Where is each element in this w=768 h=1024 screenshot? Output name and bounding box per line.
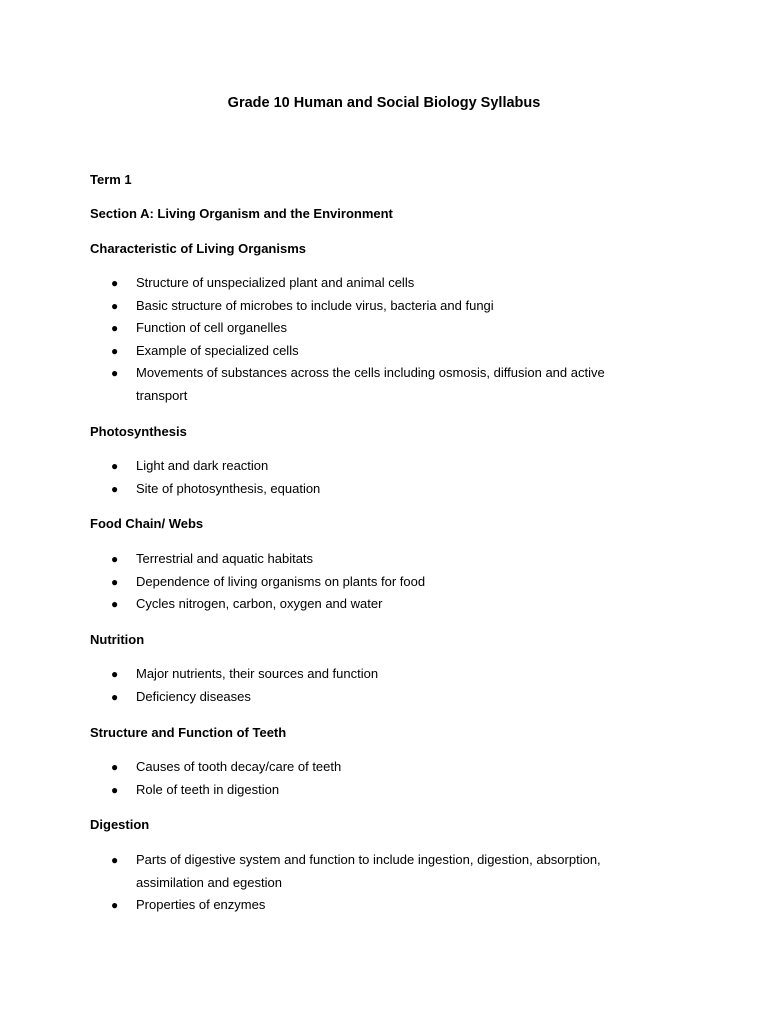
bullet-icon: ● [111, 298, 119, 313]
list-item-text: Example of specialized cells [136, 342, 299, 358]
bullet-icon: ● [111, 667, 119, 681]
list-item-text: Light and dark reaction [136, 458, 269, 473]
list-item [0, 295, 636, 318]
topic-heading-characteristics: Characteristic of Living Organisms [90, 241, 307, 256]
bullet-icon: ● [111, 552, 119, 566]
topic-heading-nutrition: Nutrition [90, 632, 145, 647]
bullet-list-photosynthesis [0, 455, 636, 500]
list-item-text: Properties of enzymes [136, 897, 266, 912]
bullet-icon: ● [111, 459, 119, 473]
term-heading: Term 1 [90, 172, 132, 187]
list-item [0, 317, 636, 340]
bullet-icon: ● [111, 574, 119, 589]
bullet-icon: ● [111, 366, 119, 380]
topic-heading-digestion: Digestion [90, 817, 150, 832]
document-title: Grade 10 Human and Social Biology Syllabus [227, 95, 541, 111]
bullet-icon: ● [111, 760, 119, 774]
bullet-icon: ● [111, 343, 119, 358]
list-item [0, 779, 636, 802]
topic-heading-food-chain: Food Chain/ Webs [90, 516, 204, 531]
list-item-text: Site of photosynthesis, equation [136, 480, 321, 496]
list-item-text: Parts of digestive system and function to include ingestion, digestion, absorption, assimilation and egestion [136, 852, 601, 890]
list-item [0, 272, 636, 295]
bullet-list-digestion [0, 849, 636, 917]
bullet-icon: ● [111, 782, 119, 797]
list-item [0, 663, 636, 686]
list-item-text: Structure of unspecialized plant and animal cells [136, 275, 415, 290]
topic-heading-photosynthesis: Photosynthesis [90, 424, 187, 439]
list-item-text: Function of cell organelles [136, 320, 288, 335]
list-item [0, 362, 636, 407]
bullet-icon: ● [111, 898, 119, 912]
bullet-icon: ● [111, 276, 119, 290]
bullet-list-food-chain [0, 548, 636, 616]
bullet-list-teeth [0, 756, 636, 801]
list-item [0, 894, 636, 917]
list-item-text: Role of teeth in digestion [136, 781, 280, 797]
bullet-icon: ● [111, 597, 119, 611]
list-item [0, 571, 636, 594]
list-item [0, 548, 636, 571]
list-item-text: Basic structure of microbes to include virus, bacteria and fungi [136, 297, 494, 313]
section-heading: Section A: Living Organism and the Environment [90, 206, 393, 221]
list-item [0, 686, 636, 709]
list-item-text: Causes of tooth decay/care of teeth [136, 759, 342, 774]
list-item-text: Movements of substances across the cells including osmosis, diffusion and active transport [136, 365, 605, 403]
list-item-text: Major nutrients, their sources and function [136, 666, 379, 681]
list-item-text: Terrestrial and aquatic habitats [136, 551, 314, 566]
bullet-icon: ● [111, 321, 119, 335]
list-item [0, 593, 636, 616]
topic-heading-teeth: Structure and Function of Teeth [90, 725, 287, 740]
bullet-list-characteristics [0, 272, 636, 407]
bullet-icon: ● [111, 481, 119, 496]
bullet-list-nutrition [0, 663, 636, 708]
list-item-text: Deficiency diseases [136, 688, 251, 704]
list-item-text: Dependence of living organisms on plants for food [136, 573, 426, 589]
list-item [0, 478, 636, 501]
list-item [0, 340, 636, 363]
list-item-text: Cycles nitrogen, carbon, oxygen and water [136, 596, 383, 611]
bullet-icon: ● [111, 689, 119, 704]
list-item [0, 455, 636, 478]
list-item [0, 849, 636, 894]
bullet-icon: ● [111, 853, 119, 867]
list-item [0, 756, 636, 779]
